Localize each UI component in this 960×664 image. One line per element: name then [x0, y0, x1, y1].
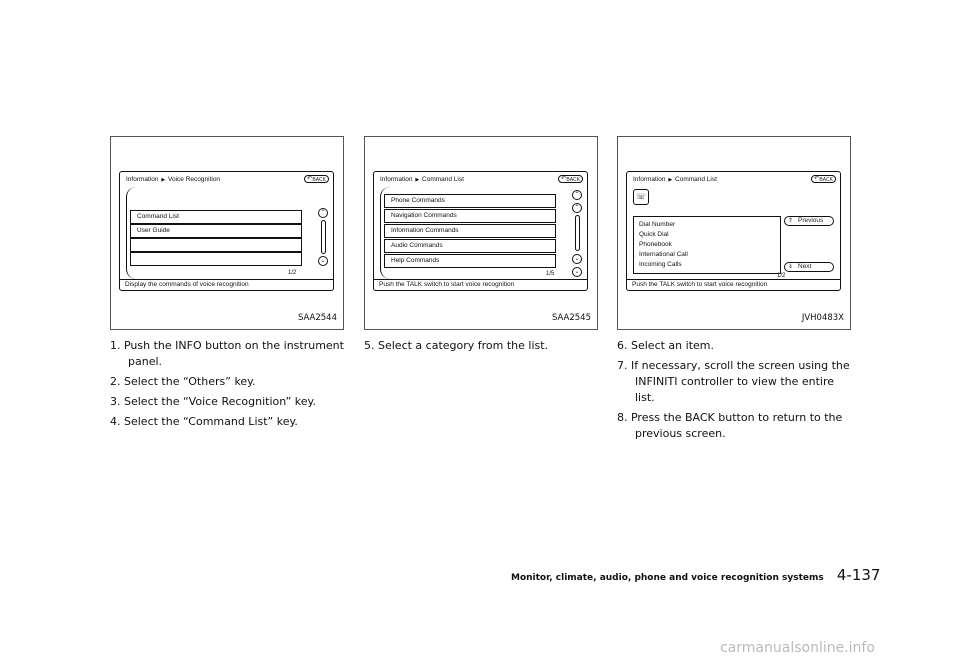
page-down-icon[interactable]: ⌄ [572, 267, 582, 277]
page-indicator: 1/2 [777, 273, 786, 279]
scroll-up-icon[interactable]: ⌃ [572, 203, 582, 213]
watermark: carmanualsonline.info [720, 640, 875, 656]
status-bar: Push the TALK switch to start voice recognition [627, 279, 840, 290]
list-item[interactable]: User Guide [130, 224, 302, 238]
step-text: 2. Select the “Others” key. [110, 374, 256, 388]
steps-column-3 [617, 338, 851, 446]
breadcrumb-arrow-icon: ▶ [668, 177, 673, 183]
breadcrumb-section: Information [633, 176, 666, 183]
step-text: 8. Press the BACK button to return to the previous screen. [617, 410, 843, 440]
page-footer [511, 566, 880, 584]
back-button[interactable]: ↶ BACK [811, 175, 836, 183]
breadcrumb-page: Command List [675, 176, 717, 183]
breadcrumb [126, 176, 220, 183]
previous-label: Previous [798, 217, 824, 224]
breadcrumb [380, 176, 464, 183]
steps-column-2 [364, 338, 598, 358]
breadcrumb-arrow-icon: ▶ [415, 177, 420, 183]
page-number: 4-137 [836, 566, 881, 584]
step-text: 1. Push the INFO button on the instrument panel. [110, 339, 344, 368]
scroll-down-icon[interactable]: ⌄ [572, 254, 582, 264]
breadcrumb-page: Voice Recognition [168, 176, 221, 183]
double-up-icon: ⇑ [788, 218, 794, 224]
list-item[interactable] [130, 238, 302, 252]
next-button[interactable] [784, 262, 834, 272]
step-text: 5. Select a category from the list. [364, 339, 549, 352]
command-list-box [633, 216, 781, 274]
scroll-up-icon[interactable]: ⌃ [318, 208, 328, 218]
back-button[interactable]: ↶ BACK [558, 175, 583, 183]
figure-command-list [364, 136, 598, 330]
step-text: 6. Select an item. [617, 339, 714, 352]
step-text: 4. Select the “Command List” key. [110, 414, 298, 428]
screen [626, 171, 841, 291]
screen [373, 171, 588, 291]
breadcrumb-page: Command List [422, 176, 464, 183]
screen [119, 171, 334, 291]
figure-voice-recognition [110, 136, 344, 330]
breadcrumb [633, 176, 717, 183]
list-item[interactable]: Navigation Commands [384, 209, 556, 223]
previous-button[interactable] [784, 216, 834, 226]
list-item[interactable] [130, 252, 302, 266]
list-item[interactable]: Phone Commands [384, 194, 556, 208]
breadcrumb-section: Information [380, 176, 413, 183]
phone-icon: ☏ [633, 189, 649, 205]
steps-column-1 [110, 338, 344, 434]
step-text: 3. Select the “Voice Recognition” key. [110, 394, 316, 408]
status-bar: Display the commands of voice recognition [120, 279, 333, 290]
status-bar: Push the TALK switch to start voice recognition [374, 279, 587, 290]
list-item[interactable]: Audio Commands [384, 239, 556, 253]
page-up-icon[interactable]: ⌃ [572, 190, 582, 200]
breadcrumb-section: Information [126, 176, 159, 183]
back-button[interactable]: ↶ BACK [304, 175, 329, 183]
list-item[interactable]: Command List [130, 210, 302, 224]
page-indicator: 1/2 [288, 270, 297, 276]
page-indicator: 1/5 [546, 271, 555, 277]
scrollbar[interactable] [575, 215, 580, 251]
section-title: Monitor, climate, audio, phone and voice recognition systems [511, 573, 824, 583]
figure-phone-commands [617, 136, 851, 330]
list-item[interactable]: Help Commands [384, 254, 556, 268]
list-item[interactable]: Incoming Calls [639, 261, 682, 268]
scrollbar[interactable] [321, 220, 326, 254]
breadcrumb-arrow-icon: ▶ [161, 177, 166, 183]
list-item[interactable]: Dial Number [639, 221, 676, 228]
figure-code: SAA2545 [551, 313, 591, 323]
figure-code: SAA2544 [297, 313, 337, 323]
scroll-down-icon[interactable]: ⌄ [318, 256, 328, 266]
figure-code: JVH0483X [801, 313, 844, 323]
double-down-icon: ⇓ [788, 264, 794, 270]
next-label: Next [798, 263, 812, 270]
list-item[interactable]: International Call [639, 251, 688, 258]
list-item[interactable]: Quick Dial [639, 231, 669, 238]
step-text: 7. If necessary, scroll the screen using the INFINITI controller to view the entire list. [617, 358, 850, 404]
list-item[interactable]: Phonebook [639, 241, 672, 248]
list-item[interactable]: Information Commands [384, 224, 556, 238]
